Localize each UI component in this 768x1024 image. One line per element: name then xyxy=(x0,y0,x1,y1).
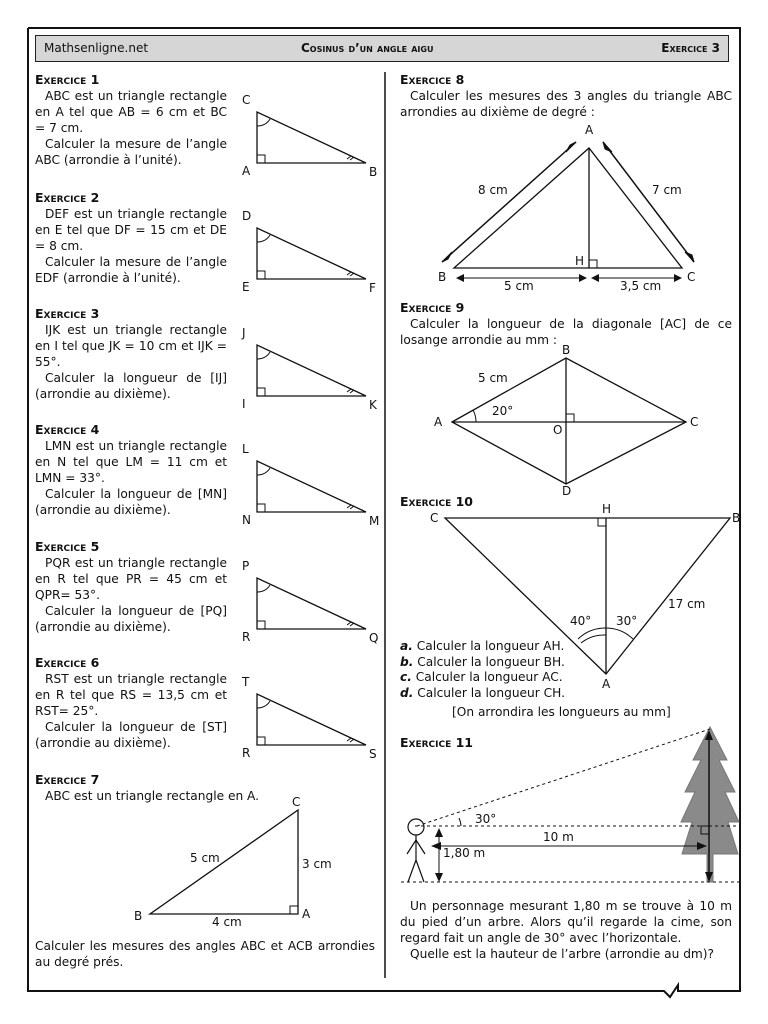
exercise-title: Exercice 4 xyxy=(35,422,100,437)
vertex-label: B xyxy=(134,909,143,923)
vertex-label: P xyxy=(242,559,250,573)
triangle-figure xyxy=(236,321,386,413)
side-length: 7 cm xyxy=(652,183,682,197)
vertex-label: T xyxy=(242,675,250,689)
vertex-label: J xyxy=(242,326,246,340)
exercise-statement: Calculer la longueur de la diagonale [AC] de ce losange arrondie au mm : xyxy=(400,317,732,347)
side-length: 17 cm xyxy=(668,597,706,611)
question-item: a. Calculer la longueur AH. xyxy=(400,639,565,653)
exercise-5 xyxy=(35,539,227,635)
exercise-question: Calculer la mesure de l’angle ABC (arrondie à l’unité). xyxy=(35,137,227,167)
side-length: 5 cm xyxy=(478,371,508,385)
page-title: Cosinus d’un angle aigu xyxy=(301,41,434,55)
rounding-note: [On arrondira les longueurs au mm] xyxy=(452,705,671,719)
triangle-figure-8 xyxy=(400,118,732,296)
angle-label: 40° xyxy=(570,614,592,628)
question-item: d. Calculer la longueur CH. xyxy=(400,685,565,700)
exercise-9 xyxy=(400,300,732,348)
vertex-label: A xyxy=(434,415,443,429)
side-length: 5 cm xyxy=(190,851,220,865)
exercise-title: Exercice 2 xyxy=(35,190,100,205)
exercise-title: Exercice 7 xyxy=(35,772,100,787)
side-length: 3 cm xyxy=(302,857,332,871)
exercise-2 xyxy=(35,190,227,286)
vertex-label: A xyxy=(302,907,311,921)
vertex-label: A xyxy=(602,677,611,690)
exercise-statement: IJK est un triangle rectangle en I tel que JK = 10 cm et IJK = 55°. xyxy=(35,323,227,369)
site-name: Mathsenligne.net xyxy=(44,41,149,55)
exercise-4 xyxy=(35,422,227,518)
exercise-number: Exercice 3 xyxy=(661,41,720,55)
vertex-label: B xyxy=(562,343,571,357)
exercise-3 xyxy=(35,306,227,402)
side-length: 8 cm xyxy=(478,183,508,197)
triangle-figure-7 xyxy=(120,790,340,930)
exercise-title: Exercice 3 xyxy=(35,306,100,321)
exercise-question: Calculer la longueur de [ST] (arrondie au dixième). xyxy=(35,720,227,750)
exercise-title: Exercice 5 xyxy=(35,539,100,554)
tree-figure-11 xyxy=(395,722,740,892)
triangle-figure xyxy=(236,670,386,762)
triangle-figure xyxy=(236,204,386,296)
exercise-title: Exercice 10 xyxy=(400,494,474,509)
exercise-statement: RST est un triangle rectangle en R tel que RS = 13,5 cm et RST= 25°. xyxy=(35,672,227,718)
exercise-question: Calculer les mesures des angles ABC et ACB arrondies au degré prés. xyxy=(35,939,375,969)
exercise-title: Exercice 6 xyxy=(35,655,100,670)
angle-label: 30° xyxy=(475,812,497,826)
vertex-label: I xyxy=(242,397,246,411)
vertex-label: N xyxy=(242,513,251,527)
exercise-question: Calculer la longueur de [IJ] (arrondie au dixième). xyxy=(35,371,227,401)
vertex-label: F xyxy=(369,281,376,295)
exercise-question: Calculer la longueur de [MN] (arrondie au dixième). xyxy=(35,487,227,517)
exercise-statement: ABC est un triangle rectangle en A. xyxy=(45,789,260,803)
vertex-label: H xyxy=(575,254,585,268)
vertex-label: C xyxy=(242,93,251,107)
exercise-8 xyxy=(400,72,732,120)
vertex-label: A xyxy=(242,164,251,178)
triangle-figure xyxy=(236,437,386,529)
side-length: 5 cm xyxy=(504,279,534,293)
vertex-label: Q xyxy=(369,631,379,645)
exercise-title: Exercice 8 xyxy=(400,72,465,87)
vertex-label: D xyxy=(562,484,572,498)
vertex-label: H xyxy=(602,502,612,516)
distance-label: 10 m xyxy=(543,830,574,844)
vertex-label: E xyxy=(242,280,250,294)
vertex-label: D xyxy=(242,209,252,223)
vertex-label: C xyxy=(687,270,696,284)
vertex-label: C xyxy=(690,415,699,429)
exercise-1 xyxy=(35,72,227,168)
question-item: b. Calculer la longueur BH. xyxy=(400,654,565,669)
exercise-7-question xyxy=(35,938,375,970)
exercise-6 xyxy=(35,655,227,751)
exercise-question: Quelle est la hauteur de l’arbre (arrondie au dm)? xyxy=(410,947,715,961)
angle-label: 20° xyxy=(492,404,514,418)
vertex-label: C xyxy=(292,795,301,809)
vertex-label: C xyxy=(430,511,439,525)
exercise-statement: Un personnage mesurant 1,80 m se trouve à 10 m du pied d’un arbre. Alors qu’il regarde la cime, son regard fait un angle de 30° avec l’horizontale. xyxy=(400,899,732,945)
exercise-10-questions xyxy=(400,639,600,701)
exercise-11-text xyxy=(400,898,732,962)
exercise-statement: PQR est un triangle rectangle en R tel que PR = 45 cm et QPR= 53°. xyxy=(35,556,227,602)
side-length: 4 cm xyxy=(212,915,242,929)
tree-icon xyxy=(681,727,739,882)
exercise-statement: DEF est un triangle rectangle en E tel que DF = 15 cm et DE = 8 cm. xyxy=(35,207,227,253)
exercise-question: Calculer la mesure de l’angle EDF (arrondie à l’unité). xyxy=(35,255,227,285)
vertex-label: B xyxy=(369,165,378,179)
vertex-label: R xyxy=(242,630,251,644)
triangle-figure xyxy=(236,554,386,646)
exercise-statement: ABC est un triangle rectangle en A tel que AB = 6 cm et BC = 7 cm. xyxy=(35,89,227,135)
vertex-label: M xyxy=(369,514,380,528)
question-item: c. Calculer la longueur AC. xyxy=(400,670,563,684)
exercise-question: Calculer la longueur de [PQ] (arrondie au dixième). xyxy=(35,604,227,634)
vertex-label: B xyxy=(438,270,447,284)
exercise-title: Exercice 1 xyxy=(35,72,100,87)
triangle-figure xyxy=(236,88,386,180)
vertex-label: K xyxy=(369,398,377,412)
exercise-title: Exercice 9 xyxy=(400,300,465,315)
vertex-label: A xyxy=(585,123,594,137)
side-length: 3,5 cm xyxy=(620,279,662,293)
person-icon xyxy=(407,819,425,882)
vertex-label: O xyxy=(553,423,563,437)
rhombus-figure-9 xyxy=(420,342,720,500)
vertex-label: S xyxy=(369,747,377,761)
height-label: 1,80 m xyxy=(443,846,486,860)
exercise-title: Exercice 11 xyxy=(400,735,474,750)
angle-label: 30° xyxy=(616,614,638,628)
vertex-label: L xyxy=(242,442,249,456)
vertex-label: B xyxy=(732,511,740,525)
vertex-label: R xyxy=(242,746,251,760)
header-bar xyxy=(35,35,729,62)
exercise-statement: Calculer les mesures des 3 angles du triangle ABC arrondies au dixième de degré : xyxy=(400,89,732,119)
exercise-statement: LMN est un triangle rectangle en N tel que LM = 11 cm et LMN = 33°. xyxy=(35,439,227,485)
